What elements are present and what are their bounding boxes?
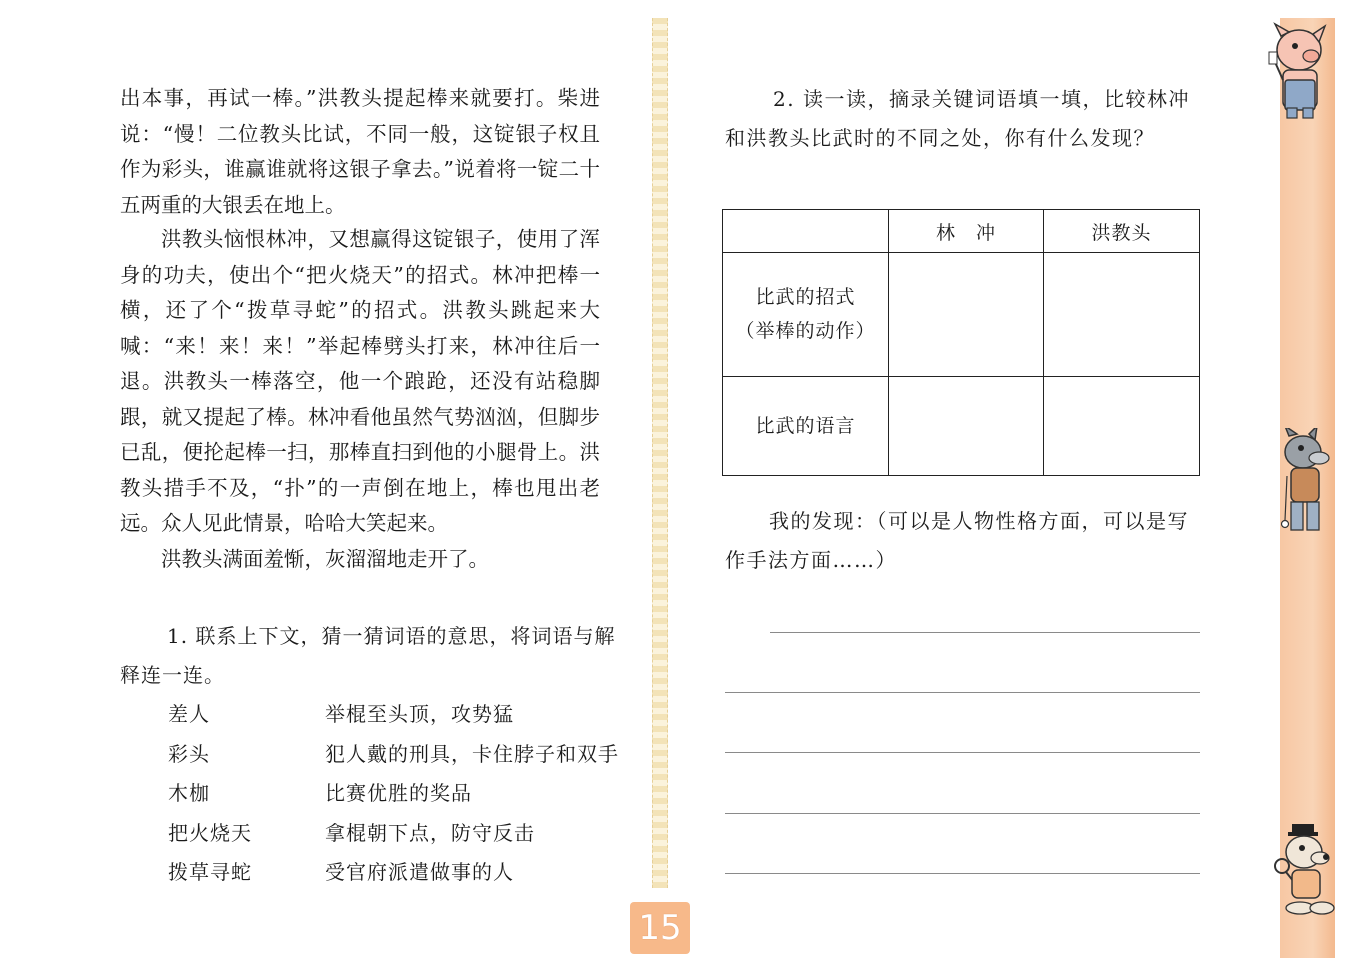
finding-prompt: 我的发现：（可以是人物性格方面，可以是写作手法方面……）: [725, 509, 1189, 572]
story-paragraph-2: 洪教头恼恨林冲，又想赢得这锭银子，使用了浑身的功夫，使出个“把火烧天”的招式。林冲把棒一横，还了个“拨草寻蛇”的招式。洪教头跳起来大喊：“来！来！来！”举起棒劈头打来，林冲往后一退。洪教头一棒落空，他一个踉跄，还没有站稳脚跟，就又提起了棒。林冲看他虽然气势汹汹，但脚步已乱，便抡起棒一扫，那棒直扫到他的小腿骨上。洪教头措手不及，“扑”的一声倒在地上，棒也甩出老远。众人见此情景，哈哈大笑起来。: [120, 227, 600, 535]
matching-definition[interactable]: 举棍至头顶，攻势猛: [325, 702, 514, 726]
row-label-moves-line1: 比武的招式: [755, 286, 856, 309]
question-1-prompt: 1. 联系上下文，猜一猜词语的意思，将词语与解释连一连。: [120, 624, 616, 687]
matching-term[interactable]: 拨草寻蛇: [168, 860, 252, 884]
answer-line[interactable]: [770, 632, 1200, 633]
matching-row: [168, 738, 648, 778]
answer-line[interactable]: [725, 692, 1200, 693]
matching-definition[interactable]: 比赛优胜的奖品: [325, 781, 472, 805]
matching-term[interactable]: 彩头: [168, 741, 210, 766]
row-label-moves: [723, 253, 889, 376]
answer-line[interactable]: [725, 873, 1200, 874]
story-paragraph-1: 出本事，再试一棒。”洪教头提起棒来就要打。柴进说：“慢！二位教头比试，不同一般，这锭银子权且作为彩头，谁赢谁就将这银子拿去。”说着将一锭二十五两重的大银丢在地上。: [120, 86, 600, 217]
answer-cell-hong-moves[interactable]: [1044, 253, 1200, 376]
matching-term[interactable]: 差人: [168, 702, 210, 726]
matching-list: [168, 698, 648, 896]
matching-definition[interactable]: 拿棍朝下点，防守反击: [325, 820, 535, 845]
matching-definition[interactable]: 受官府派遣做事的人: [325, 860, 514, 884]
matching-row: [168, 777, 648, 817]
matching-definition[interactable]: 犯人戴的刑具，卡住脖子和双手: [325, 741, 619, 766]
question-2-prompt: 2. 读一读，摘录关键词语填一填，比较林冲和洪教头比武时的不同之处，你有什么发现？: [725, 87, 1190, 150]
wolf-mascot-icon: [1275, 428, 1340, 540]
answer-cell-lin-moves[interactable]: [889, 253, 1044, 376]
story-paragraph-3: 洪教头满面羞惭，灰溜溜地走开了。: [161, 547, 489, 571]
right-page: [665, 0, 1350, 973]
answer-line[interactable]: [725, 813, 1200, 814]
row-label-speech: 比武的语言: [723, 376, 889, 475]
table-header-lin-chong: 林 冲: [889, 210, 1044, 253]
table-header-hong-jiaotou: 洪教头: [1044, 210, 1200, 253]
answer-cell-lin-speech[interactable]: [889, 376, 1044, 475]
comparison-table: [722, 209, 1200, 476]
answer-line[interactable]: [725, 752, 1200, 753]
matching-row: [168, 698, 648, 738]
answer-cell-hong-speech[interactable]: [1044, 376, 1200, 475]
page-number: 15: [630, 902, 690, 954]
matching-term[interactable]: 把火烧天: [168, 820, 252, 845]
dog-mascot-icon: [1262, 818, 1340, 918]
table-header-empty: [723, 210, 889, 253]
row-label-moves-line2: （举棒的动作）: [735, 320, 876, 343]
pig-mascot-icon: [1255, 22, 1335, 122]
matching-row: [168, 817, 648, 857]
matching-term[interactable]: 木枷: [168, 781, 210, 805]
matching-row: [168, 856, 648, 896]
left-page: [0, 0, 655, 973]
